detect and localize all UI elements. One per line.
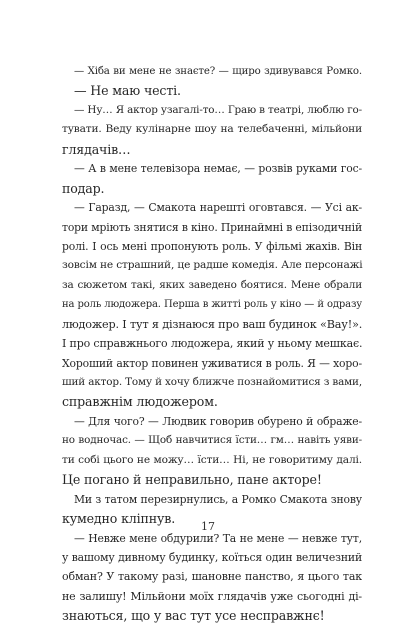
text-line: тувати. Веду кулінарне шоу на телебаченні, мільйони — [62, 123, 362, 136]
text-line: Ми з татом перезирнулись, а Ромко Смакота знову — [74, 492, 362, 506]
text-line: — Ну… Я актор узагалі-то… Граю в театрі, люблю го- — [74, 103, 362, 116]
text-line: ролі. І ось мені пропонують роль. У фільмі жахів. Він — [62, 239, 362, 253]
text-line: І про справжнього людожера, який у ньому мешкає. — [62, 337, 363, 351]
text-line: — Гаразд, — Смакота нарешті оговтався. — Усі ак- — [74, 201, 362, 215]
text-line: Це погано й неправильно, пане акторе! — [62, 472, 322, 488]
text-line: не залишу! Мільйони моїх глядачів уже сьогодні ді- — [62, 589, 362, 603]
body-text — [62, 62, 362, 626]
text-line: — Невже мене обдурили? Та не мене — невже тут, — [74, 531, 362, 545]
text-line: тори мріють знятися в кіно. Принаймні в епізодичній — [62, 220, 363, 234]
text-line: знаються, що у вас тут усе несправжнє! — [62, 608, 325, 624]
text-line: кумедно кліпнув. — [62, 511, 176, 527]
text-line: за сюжетом такі, яких заведено боятися. Мене обрали — [62, 278, 362, 291]
text-line: справжнім людожером. — [62, 394, 218, 410]
text-line: на роль людожера. Перша в житті роль у кіно — й одразу — [62, 299, 362, 311]
text-line: зовсім не страшний, це радше комедія. Але персонажі — [62, 259, 363, 272]
text-line: ший актор. Тому й хочу ближче познайомитися з вами, — [62, 376, 362, 388]
text-line: — А в мене телевізора немає, — розвів руками гос- — [74, 162, 362, 176]
text-line: подар. — [62, 180, 105, 196]
text-line: обман? У такому разі, шановне панство, я цього так — [62, 570, 362, 584]
text-line: — Хіба ви мене не знаєте? — щиро здивувався Ромко. — [74, 66, 362, 77]
text-line: глядачів… — [62, 141, 131, 157]
text-line: — Для чого? — Людвик говорив обурено й ображе- — [74, 414, 362, 428]
text-line: — Не маю честі. — [74, 83, 181, 99]
page-number: 17 — [201, 520, 215, 533]
text-line: Хороший актор повинен уживатися в роль. Я — хоро- — [62, 356, 362, 370]
text-line: у вашому дивному будинку, коїться один величезний — [62, 550, 362, 564]
text-line: но водночас. — Щоб навчитися їсти… гм… навіть уяви- — [62, 434, 362, 447]
text-line: ти собі цього не можу… їсти… Ні, не говоритиму далі. — [62, 453, 362, 466]
text-line: людожер. І тут я дізнаюся про ваш будинок «Вау!». — [62, 317, 363, 331]
